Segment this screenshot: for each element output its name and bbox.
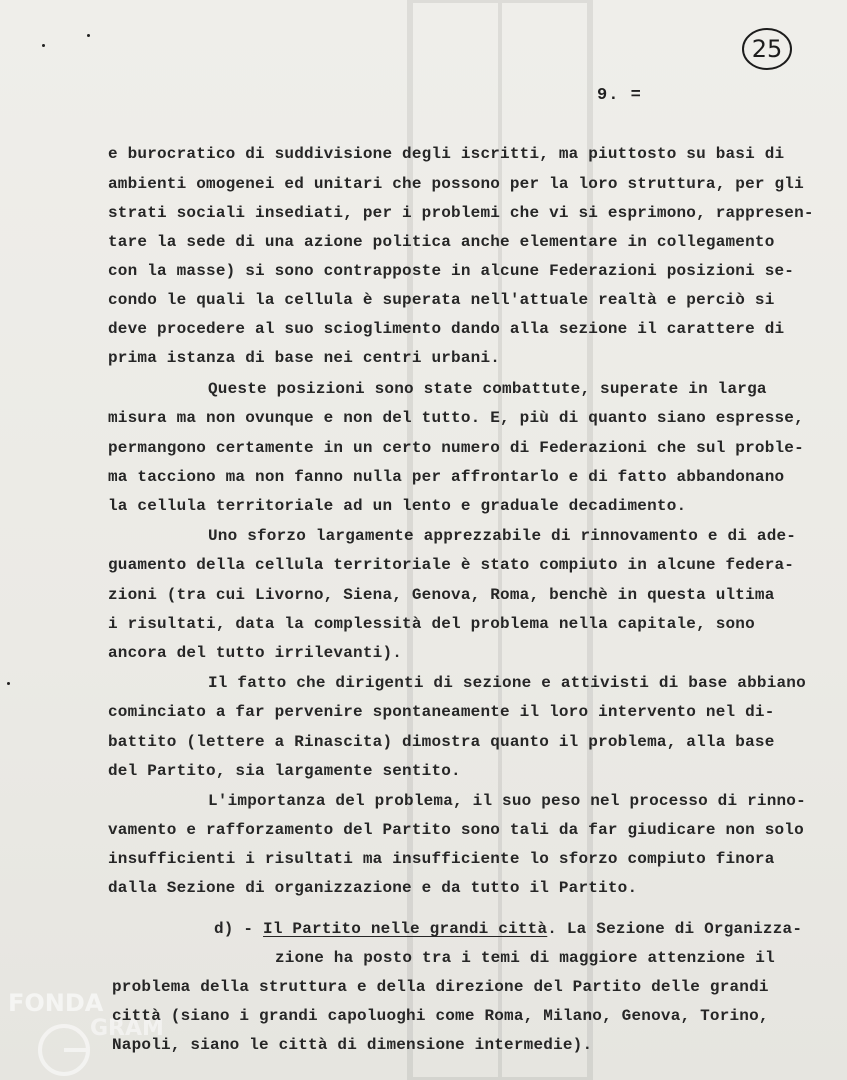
text-line: condo le quali la cellula è superata nell'attuale realtà e perciò si bbox=[108, 291, 775, 309]
foundation-logo-watermark bbox=[4, 985, 224, 1080]
section-d-line: zione ha posto tra i temi di maggiore attenzione il bbox=[275, 949, 775, 967]
section-heading: Il Partito nelle grandi città bbox=[263, 920, 548, 938]
speck bbox=[87, 34, 90, 37]
paragraph-first-line: Uno sforzo largamente apprezzabile di rinnovamento e di ade- bbox=[208, 527, 797, 545]
text-line: ma tacciono ma non fanno nulla per affrontarlo e di fatto abbandonano bbox=[108, 468, 785, 486]
svg-text:GRAM: GRAM bbox=[90, 1016, 164, 1041]
text-line: ambienti omogenei ed unitari che possono per la loro struttura, per gli bbox=[108, 175, 804, 193]
archive-page-number bbox=[741, 26, 793, 72]
paragraph-first-line: Queste posizioni sono state combattute, superate in larga bbox=[208, 380, 767, 398]
section-d-first-line bbox=[214, 920, 802, 938]
section-heading-continuation: . La Sezione di Organizza- bbox=[547, 920, 803, 938]
text-line: vamento e rafforzamento del Partito sono tali da far giudicare non solo bbox=[108, 821, 804, 839]
text-line: del Partito, sia largamente sentito. bbox=[108, 762, 461, 780]
section-d-line: città (siano i grandi capoluoghi come Roma, Milano, Genova, Torino, bbox=[112, 1007, 769, 1025]
page-label: 9. = bbox=[597, 86, 642, 105]
svg-text:FONDA: FONDA bbox=[8, 989, 104, 1017]
text-line: dalla Sezione di organizzazione e da tutto il Partito. bbox=[108, 879, 638, 897]
text-line: deve procedere al suo scioglimento dando alla sezione il carattere di bbox=[108, 320, 785, 338]
speck bbox=[42, 44, 45, 47]
paragraph-first-line: Il fatto che dirigenti di sezione e attivisti di base abbiano bbox=[208, 674, 806, 692]
text-line: zioni (tra cui Livorno, Siena, Genova, Roma, benchè in questa ultima bbox=[108, 586, 775, 604]
text-line: con la masse) si sono contrapposte in alcune Federazioni posizioni se- bbox=[108, 262, 795, 280]
archive-page-number-text: 25 bbox=[751, 35, 783, 63]
section-d-line: Napoli, siano le città di dimensione intermedie). bbox=[112, 1036, 593, 1054]
section-d-line: problema della struttura e della direzione del Partito delle grandi bbox=[112, 978, 769, 996]
text-line: ancora del tutto irrilevanti). bbox=[108, 644, 403, 662]
paragraph-first-line: L'importanza del problema, il suo peso nel processo di rinno- bbox=[208, 792, 806, 810]
text-line: misura ma non ovunque e non del tutto. E, più di quanto siano espresse, bbox=[108, 409, 804, 427]
text-line: e burocratico di suddivisione degli iscritti, ma piuttosto su basi di bbox=[108, 145, 785, 163]
text-line: i risultati, data la complessità del problema nella capitale, sono bbox=[108, 615, 755, 633]
text-line: tare la sede di una azione politica anche elementare in collegamento bbox=[108, 233, 775, 251]
text-line: battito (lettere a Rinascita) dimostra quanto il problema, alla base bbox=[108, 733, 775, 751]
section-marker: d) - bbox=[214, 920, 254, 938]
text-line: la cellula territoriale ad un lento e graduale decadimento. bbox=[108, 497, 687, 515]
speck bbox=[7, 682, 10, 685]
text-line: guamento della cellula territoriale è stato compiuto in alcune federa- bbox=[108, 556, 795, 574]
text-line: permangono certamente in un certo numero di Federazioni che sul proble- bbox=[108, 439, 804, 457]
text-line: cominciato a far pervenire spontaneamente il loro intervento nel di- bbox=[108, 703, 775, 721]
text-line: insufficienti i risultati ma insufficiente lo sforzo compiuto finora bbox=[108, 850, 775, 868]
text-line: prima istanza di base nei centri urbani. bbox=[108, 349, 501, 367]
text-line: strati sociali insediati, per i problemi che vi si esprimono, rappresen- bbox=[108, 204, 814, 222]
